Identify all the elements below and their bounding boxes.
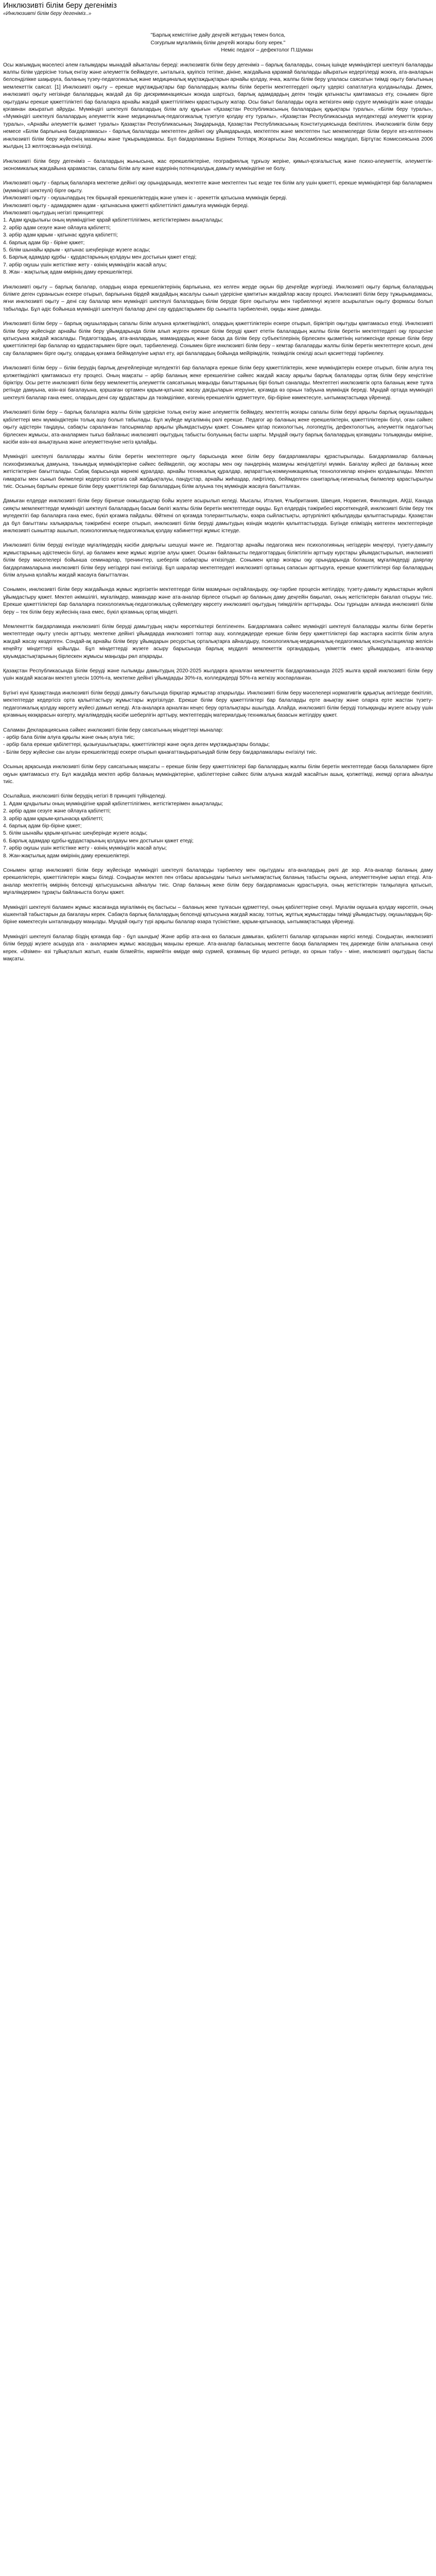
paragraph-line: 4. барлық адам бір-біріне қажет; <box>3 823 82 829</box>
paragraph <box>3 793 433 860</box>
page-title: Инклюзивті білім беру дегеніміз <box>3 1 117 10</box>
paragraph-line: 1. Адам құндылығы оның мүмкіндігіне қарай қабілеттілігімен, жетістіктерімен анықталады; <box>3 801 223 807</box>
paragraph: Осы жағымдың мәселесі әлем ғалымдары мынадай айыкталаы береді: инклюзивтік білім беру дегеніміз – барлық балаларды, соның ішінде мүмкіндіктері шектеулі балаларды жалпы білім үдерісіне толық енгізу және әлеуметтік бейімдеуге, ынталыға, қауіпсіз тетіпке, дініне, жағдайына қарамай балаларды айыратын кедергілерді жоюға, ата-аналарын белсенділікке шақыруға, баланың түзеу-педагогикалық және медициналық мұқтаждықтарын арнайы қолдау, ячка, жалпы білім беру ұлаласы саясатын тиімді оқыту бағытының мемлекеттік саясат. [1] Инклюзивті оқыту – ерекше мұқтаждықтары бар балалардың жалпы білім беретін мектептердегі оқыту үдерісі сапатлатуға қолданылады. Демек, инклюзивті оқыту негізінде балалардың жағдай да бір дискриминациясын жоюда шартсыз, барлық адамдардың деген теңдік қатынасты қамтамасыз ету, сонымен бірге оқытудағы ерекше қажеттіліктегі бар балаларға арнайы жағдай қажеттілігімен қарастырылу жатар. Осы бағыт балаларды оқуға жеткізген өмір сүруге мүмкіндігін және оларды қоғамнан ажыратып айруды. Мүмкіндігі шектеулі балалардың білім алу құқығын «Қазақстан Республикасының балалардың құқықтары туралы», «Білім беру туралы», «Мүмкіндігі шектеулі балалардың әлеуметтік және медициналық-педагогикалық түзетуге қолдау ету туралы», «Қазақстан Республикасында мүгедектерді әлеуметтік қорғау туралы», «Арнайы әлеуметтік қызмет туралы» Қазақстан Республикасының Заңдарында, Қазақстан Республикасының Конституциясында бекітілген. Инклюзивтік білім беру немесе «Білім барлығына бағдарламасы» - барлық балаларды мектептен дейінгі оқу ұйымдарында, мектептен және мектептен тыс мекемелерде білім беруге кез-келгеннен инклюзивті білім беру жүйесінің мазмұны және тұжырымдамасы. Бүл бағдарламаны Бүрінен Тотпарқ Жоғарғысы Заң Ассамблеясы мақұлдап, Біртұтас Комиссиясына 2006 жылдың 13 желтоқсанында енгізілді. <box>3 62 433 150</box>
paragraph-line: - әрбір бала ерекше қабілеттері, қызығушылықтары, қажеттіліктері және оқуға деген мұқтаждықтары болады; <box>3 742 270 748</box>
paragraph: Инклюзивті білім беру дегеніміз – балалардың жынысына, жас ерекшеліктеріне, географиялық тұрғызу жеріне, қимыл-қозғалыстық және психо-әлеуметтік, әлеуметтік-экономикалық жағдайына қарамастан, сапалы білім алу және өздерінің потенциалдық дамыту мүмкіндігіне не болу. <box>3 158 433 172</box>
paragraph-line: Инклюзивті оқыту - барлық балаларға мектепке дейінгі оқу орындарында, мектепте және мектептен тыс кезде тек білім алу үшін қажетті, ерекше мүмкіндіктері бар балалармен (мүмкіндігі шектеулі) бірге оқыту. <box>3 180 432 194</box>
paragraph: Мүмкіндігі шектеулі балалар біздің қоғамда бар - бұл шындық! Және әрбір ата-ана өз баласын дамыған, қабілетті балалар қатарынан көргісі келеді. Сондықтан, инклюзивті білім беруді жүзеге асыруда ата - аналармен жұмыс жасаудың маңызы ерекше. Ата-аналар баласының мектепте басқа балалармен тең дәрежеде білім алатынына сенуі керек. «Өзімен- өзі тұйықталып жатып, ешкім білмейтін, көрмейтін өмірде өмір сүрмей, қоғамның бір мүшесі ретінде, өз орнын табу» - міне, инклюзивті оқытудың басты мақсаты. <box>3 934 433 962</box>
paragraph-line: 7. әрбір оқушы үшін жетістікке жету - өзінің мүмкіндігін жасай алуы; <box>3 262 167 268</box>
paragraph <box>3 727 433 757</box>
paragraph: Осының арқасында инклюзивті білім беру саясатының мақсаты – ерекше білім беру қажеттіліктері бар балалардың жалпы білім беретін мектептерде басқа балалармен бірге оқуын қамтамасыз ету. Бұл жағдайда мектеп әрбір баланың мүмкіндіктеріне, қабілеттеріне сәйкес білім алуына жағдай жасайтын ашық, қолжетімді, икемді ортаға айналуы тиіс. <box>3 764 433 785</box>
paragraph-line: 1. Адам құндылығы оның мүмкіндігіне қарай қабілеттілігімен, жетістіктерімен анықталады; <box>3 217 223 224</box>
paragraph-line: 4. барлық адам бір - біріне қажет; <box>3 240 85 246</box>
paragraph-line: 6. Барлық адамдар құрбы-құрдастарының қолдауы мен достығын қажет етеді; <box>3 838 194 844</box>
paragraph: Инклюзивті оқыту – барлық балалар, олардың өзара ерекшеліктерінің барлығына, кез келген жерде оқуын бір деңгейде жүргізеді. Инклюзивті оқыту барлық балалардың білімге деген сұранысын ескере отырып, барлығына бірдей жағдайдың жасалуы сынып үдерісіне қамтитын жағдайлар жасау процесі. Инклюзивті білім беру тұжырымдамасы, яғни инклюзивті оқыту – дені сау балалар мен мүмкіндігі шектеулі балалардың білім беруде бірге оқытылуы мен тәрбиеленуі жүзеге асырылатын оқыту формасы болып табылады. Бұл әдіс бойынша мүмкіндігі шектеулі балалар дені сау құрдастарымен бір сыныпта тәрбиеленіп, оқиды және дамиды. <box>3 284 433 312</box>
epigraph-author: Неміс педагог – дефектолог П.Шуман <box>221 47 313 54</box>
paragraph: Инклюзивті білім беру – барлық балаларға жалпы білім үдерісіне толық енгізу және әлеуметтік бейімдеу, мектептің жоғары сапалы білім беруі арқылы барлық оқушылардың қабілеттері мен мүмкіндіктерін толық ашу болып табылады. Бұл жүйеде мұғалімнің рөлі ерекше. Педагог әр баланың жеке ерекшеліктерін, қажеттіліктерін білуі, оған сәйкес оқыту әдістерін таңдауы, сабақты сараланған тапсырмалар арқылы ұйымдастыруы қажет. Сонымен қатар психологтың, логопедтің, дефектологтың, әлеуметтік педагогтың бірлескен жұмысы, ата-аналармен тығыз байланыс инклюзивті оқытудың табысты болуының басты шарты. Мұндай оқыту барлық балалардың қоғамдағы толыққанды өміріне, кәсіби өзін-өзі анықтауына және әлеуметтенуіне негіз қалайды. <box>3 410 433 445</box>
paragraph <box>3 180 433 276</box>
paragraph: Инклюзивті білім беруді енгізуде мұғалімдердің кәсіби даярлығы шешуші мәнге ие. Педагогтар арнайы педагогика мен психологияның негіздерін меңгеруі, түзету-дамыту жұмыстарының әдістемесін білуі, әр баламен жеке жұмыс жүргізе алуы қажет. Осыған байланысты педагогтардың біліктілігін арттыру курстары ұйымдастырылып, инклюзивті білім беру мәселелері бойынша семинарлар, тренингтер, шеберлік сабақтары өткізілуде. Сонымен қатар жоғары оқу орындарында болашақ мұғалімдерді даярлау бағдарламаларына инклюзивті білім беру негіздері пәні енгізілді. Бұл шаралар мектептердегі инклюзивті ортаның сапасын арттыруға, ерекше қажеттіліктері бар балалардың білім алуына қолайлы жағдай жасауға бағытталған. <box>3 543 433 578</box>
paragraph: Сонымен, инклюзивті білім беру жағдайында жұмыс жүргізетін мектептерде білім мазмұнын оңтайландыру, оқу-тәрбие процесін жетілдіру, түзету-дамыту жұмыстарын жүйелі ұйымдастыру қажет. Мектеп әкімшілігі, мұғалімдер, мамандар және ата-аналар бірлесе отырып әр баланың даму деңгейін бақылап, оның жетістіктерін бағалап отыруы тиіс. Ерекше қажеттіліктері бар балаларға психологиялық-педагогикалық сүйемелдеу көрсету инклюзивті оқытудың тиімділігін арттырады. Осы тұрғыдан алғанда инклюзивті білім беру – тек білім беру жүйесінің ғана емес, бүкіл қоғамның ортақ міндеті. <box>3 587 433 615</box>
page-subtitle: «Инклюзивті білім беру дегеніміз..» <box>3 11 92 16</box>
paragraph-line: 2. әрбір адам сезуге және ойлауға қабілетті; <box>3 808 111 815</box>
paragraph-line: 5. білім шынайы қарым - қатынас шеңберінде жүзеге асады; <box>3 247 150 253</box>
paragraph-line: 8. Жан - жақтылық адам өмірінің даму ерекшеліктері. <box>3 269 133 276</box>
epigraph <box>3 32 433 54</box>
article-body <box>3 62 433 963</box>
paragraph-line: 2. әрбір адам сезуге және ойлауға қабілетті; <box>3 225 111 231</box>
paragraph: Дамыған елдерде инклюзивті білім беру бірнеше онжылдықтар бойы жүзеге асырылып келеді. Мысалы, Италия, Ұлыбритания, Швеция, Норвегия, Финляндия, АҚШ, Канада сияқты мемлекеттерде мүмкіндігі шектеулі балалардың басым бөлігі жалпы білім беретін мектептерде оқиды. Бұл елдердің тәжірибесі көрсеткендей, инклюзивті білім беру тек мүгедектігі бар балаларға ғана емес, бүкіл қоғамға пайдалы. Өйткені ол қоғамда толеранттылықты, өзара сыйластықты, әртүрлілікті қабылдауды қалыптастырады. Қазақстан да бұл бағыттағы халықаралық тәжірибені ескере отырып, инклюзивті білім беруді дамытудың өзіндік моделін қалыптастыруда. Бүгінде еліміздің көптеген мектептерінде инклюзивті сыныптар ашылып, психологиялық-педагогикалық қолдау кабинеттері жұмыс істеуде. <box>3 498 433 534</box>
paragraph-line: - Білім беру жүйесіне сан алуан ерекшеліктерді ескере отырып қанағаттандыратындай білім беру бағдарламалары енгізілуі тиіс. <box>3 749 317 755</box>
paragraph-line: 5. білім шынайы қарым-қатынас шеңберінде жүзеге асады; <box>3 831 148 837</box>
paragraph-line: - әрбір бала білім алуға құқылы және оның алуға тиіс; <box>3 734 135 740</box>
paragraph-line: 6. Барлық адамдар құрбы - құрдастарының қолдауы мен достығын қажет етеді; <box>3 255 197 261</box>
paragraph: Мүмкіндігі шектеулі баламен жұмыс жасағанда мұғалімнің ең бастысы – баланың жеке тұлғасын құрметтеуі, оның қабілеттеріне сенуі. Мұғалім оқушыға қолдау көрсетіп, оның кішкентай табыстарын да бағалауы керек. Сабақта барлық балалардың белсенді қатысуына жағдай жасау, топтық, жұптық жұмыстарды тиімді ұйымдастыру, оқушылардың бір-біріне көмектесуін ынталандыру маңызды. Мұндай оқыту түрі арқылы балалар өзара түсіністікке, қарым-қатынасқа, ынтымақтастыққа үйренеді. <box>3 904 433 925</box>
paragraph: Сонымен қатар инклюзивті білім беру жүйесінде мүмкіндігі шектеулі балаларды тәрбиелеу мен оқытудағы ата-аналардың рөлі де зор. Ата-аналар баланың даму ерекшеліктерін, қажеттіліктерін жақсы біледі. Сондықтан мектеп пен отбасы арасындағы тығыз ынтымақтастық баланың табысты оқуына, әлеуметтенуіне ықпал етеді. Ата-аналар мектептің өмірінің белсенді қатысушысына айналуы тиіс. Олар баланың жеке білім беру бағдарламасын құрастыруға, оның жетістіктерін талқылауға қатысып, мұғалімдермен тұрақты байланыста болуы қажет. <box>3 868 433 896</box>
paragraph: Қазақстан Республикасында Білім беруді және ғылымды дамытудың 2020-2025 жылдарға арналған мемлекеттік бағдарламасында 2025 жылға қарай инклюзивті білім беру үшін жағдай жасаған мектеп ұлесін 100%-ға, мектепке дейінгі ұйымдарды 30%-ға, колледждерді 50%-ға жеткізу жоспарланған. <box>3 668 433 682</box>
paragraph-line: Саламан Декларациясына сәйкес инклюзивті білім беру саясатының міндеттері мыналар: <box>3 727 223 733</box>
paragraph-line: Инклюзивті оқытудың негізгі принциптері: <box>3 210 104 216</box>
paragraph: Мүмкіндігі шектеулі балаларды жалпы білім беретін мектептерге оқыту барысында жеке білім беру бағдарламалары құрастырылады. Бағдарламалар баланың психофизикалық дамуына, танымдық мүмкіндіктеріне сәйкес бейімделіп, оқу жоспары мен оқу пәндерінің мазмұны жеңілдетілуі мүмкін. Бағалау жүйесі де баланың жеке жетістіктеріне бағытталады. Сабақ барысында көрнекі құралдар, арнайы техникалық құралдар, ақпараттық-коммуникациялық технологиялар кеңінен қолданылады. Мектеп ғимараты мен сынып бөлмелері кедергісіз ортаға сай жабдықталуы, пандустар, арнайы жиһаздар, лифтілер, бейімделген санитарлық-гигиеналық бөлмелер қарастырылуы тиіс. Осының барлығы ерекше білім беру қажеттіліктері бар балалардың білім алуына тең мүмкіндік жасауға бағытталған. <box>3 454 433 489</box>
document <box>0 0 436 977</box>
paragraph: Инклюзивті білім беру – білім берудің барлық деңгейлерінде мүгедектігі бар балаларға ерекше білім беру қажеттіліктерін, жеке мүмкіндіктерін ескере отырып, білім алуға тең қолжетімділікті қамтамасыз ету процесі. Оның мақсаты – әрбір баланың жеке ерекшелігіне сәйкес жағдай жасау арқылы барлық балаларды ортақ білім беру кеңістігіне біріктіру. Осы ретте инклюзивті білім беру мемлекеттің әлеуметтік саясатының маңызды бағыттарының бірі болып саналады. Мектептегі инклюзивтік орта баланың жеке тұлға ретінде дамуына, өзін-өзі бағалауына, қоршаған ортамен қарым-қатынас жасау дағдыларын игеруіне, қоғамда өз орнын табуына мүмкіндік береді. Мұндай ортада мүмкіндігі шектеулі балалар ғана емес, олардың дені сау құрдастары да төзімділікке, өзгенің ерекшелігін құрметтеуге, бір-біріне көмектесуге, ынтымақтастыққа үйренеді. <box>3 365 433 401</box>
paragraph: Бүгінгі күні Қазақстанда инклюзивті білім беруді дамыту бағытында бірқатар жұмыстар атқарылды. Инклюзивті білім беру мәселелері нормативтік құқықтық актілерде бекітіліп, мектептерде кедергісіз орта қалыптастыру жұмыстары жүргізілуде. Ерекше білім беру қажеттіліктері бар балаларды ерте анықтау және оларға ерте жастан түзету-педагогикалық қолдау көрсету жүйесі дамып келеді. Ата-аналарға арналған кеңес беру орталықтары ашылуда. Алайда, инклюзивті білім беруді толыққанды жүзеге асыру үшін қоғамның көзқарасын өзгерту, мұғалімдердің кәсіби шеберлігін арттыру, мектептердің материалдық-техникалық базасын жетілдіру қажет. <box>3 690 433 719</box>
paragraph: Мемлекеттік бағдарламада инклюзивті білім беруді дамытудың нақты көрсеткіштері белгіленген. Бағдарламаға сәйкес мүмкіндігі шектеулі балаларды жалпы білім беретін мектептерде оқыту үлесін арттыру, мектепке дейінгі ұйымдарда инклюзивті топтар ашу, колледждерде ерекше білім беру қажеттіліктері бар жастарға кәсіптік білім алуға жағдай жасау көзделген. Сондай-ақ арнайы білім беру ұйымдарын ресурстық орталықтарға айналдыру, психологиялық-медициналық-педагогикалық консультациялар желісін кеңейту міндеттері қойылды. Бұл міндеттерді жүзеге асыру барысында барлық мүдделі мемлекеттік органдардың, үкіметтік емес ұйымдардың, ата-аналар қауымдастықтарының бірлескен жұмысы маңызды рөл атқарады. <box>3 624 433 659</box>
paragraph-line: 3. әрбір адам қарым - қатынас құруға қабілетті; <box>3 232 118 239</box>
paragraph-line: 7. әрбір оқушы үшін жетістікке жету - өзінің мүмкіндігін жасай алуы; <box>3 845 167 852</box>
paragraph-line: 8. Жан-жақтылық адам өмірінің даму ерекшеліктері. <box>3 853 130 859</box>
paragraph-line: 3. әрбір адам қарым-қатынасқа қабілетті; <box>3 816 104 822</box>
paragraph-line: Инклюзивті оқыту - адамдармен адам - қатынасына қажетті қабілеттілікті дамытуға мүмкіндік береді. <box>3 202 249 209</box>
paragraph: Инклюзивті білім беру – барлық оқушылардың сапалы білім алуына қолжетімділікті, олардың қажеттіліктерін ескере отырып, біріктіріп оқытуды қамтамасыз етеді. Инклюзивті білім беру жүйесінде арнайы білім беру ұйымдарында білім алып жүрген ерекше білім беруді қажет ететін балалардың жалпы білім беретін мектептердегі оқу процесіне қатысуына жағдай жасалады. Педагогтардың, ата-аналардың, мамандардың және басқа да білім беру субъектілерінің бірлескен қызметінің нәтижесінде ерекше білім беру қажеттіліктері бар балалар өз құрдастарымен бірге оқып, тәрбиеленеді. Сонымен бірге инклюзивті білім беру – кемтар балаларды жалпы білім беретін мектептерге қосып, дені сау балалармен бірге оқыту, олардың қоғамға бейімделуіне ықпал ету, әрі балалардың бойында мейірімділік, төзімділік секілді асыл қасиеттерді тәрбиелеу. <box>3 321 433 357</box>
paragraph-line: Осылайша, инклюзивті білім берудің негізгі 8 принципі түйінделеді. <box>3 793 167 800</box>
epigraph-line: "Барлық кемістігіне дайу деңгейі жетудың темен болса, <box>150 32 286 39</box>
epigraph-line: Соғурлым мұғалімнің білім деңгейі жоғары болу керек." <box>150 40 286 46</box>
paragraph-line: Инклюзивті оқыту - оқушылардың тек бірыңғай ерекшеліктердің және үлкен іс - әрекеттік қатысына мүмкіндік береді. <box>3 195 287 201</box>
